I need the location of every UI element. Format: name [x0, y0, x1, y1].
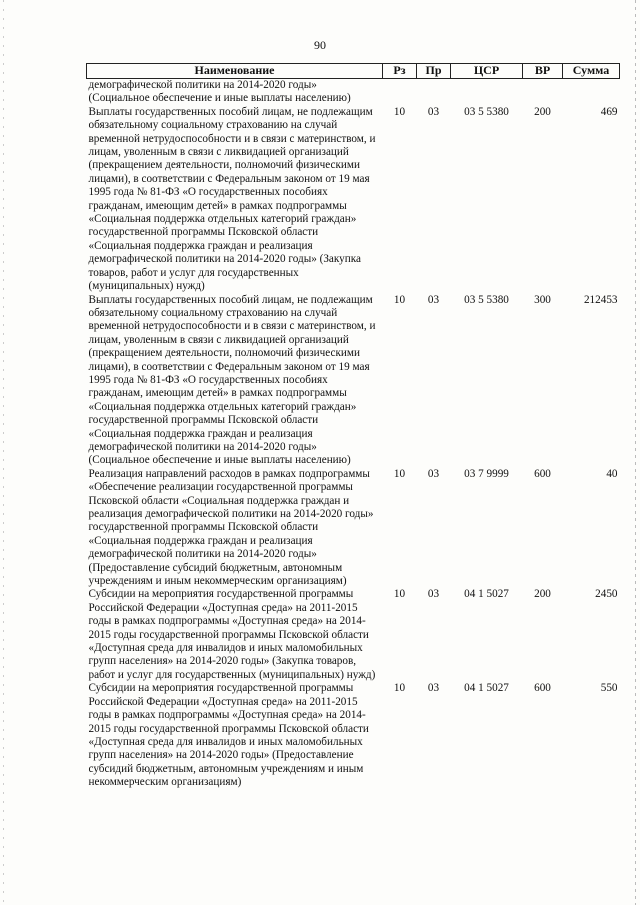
row-sum: 2450: [595, 588, 618, 601]
row-vr: 300: [534, 293, 551, 306]
table-row: [87, 588, 620, 682]
row-rz: [383, 79, 417, 106]
row-rz: 10: [393, 588, 406, 601]
row-sum: 40: [606, 467, 618, 480]
header-vr: ВР: [523, 64, 563, 79]
table-body: [87, 79, 620, 790]
row-csr: 04 1 5027: [464, 682, 509, 695]
row-sum: 469: [600, 105, 618, 118]
row-csr: 03 5 5380: [464, 293, 509, 306]
header-sum: Сумма: [563, 64, 620, 79]
row-pr: 03: [427, 467, 440, 480]
table-row: [87, 468, 620, 589]
table-row: [87, 106, 620, 294]
row-pr: 03: [427, 293, 440, 306]
row-rz: 10: [393, 467, 406, 480]
row-vr: 200: [534, 105, 551, 118]
header-rz: Рз: [383, 64, 417, 79]
row-rz: 10: [393, 682, 406, 695]
header-name: Наименование: [87, 64, 383, 79]
row-pr: 03: [427, 105, 440, 118]
row-pr: 03: [427, 588, 440, 601]
row-name: демографической политики на 2014-2020 годы» (Социальное обеспечение и иные выплаты населению): [88, 79, 351, 105]
row-name: Выплаты государственных пособий лицам, не подлежащим обязательному социальному страхованию на случай временной нетрудоспособности и в связи с материнством, и лицам, уволенным в связи с ликвидацией организаций (прекращением деятельности, полномочий физическими лицами), в соответствии с Федеральным законом от 19 мая 1995 года № 81-ФЗ «О государственных пособиях гражданам, имеющим детей» в рамках подпрограммы «Социальная поддержка отдельных категорий граждан» государственной программы Псковской области «Социальная поддержка граждан и реализация демографической политики на 2014-2020 годы» (Закупка товаров, работ и услуг для государственных (муниципальных) нужд): [88, 105, 376, 293]
scan-edge-left: [3, 0, 4, 905]
row-pr: 03: [427, 682, 440, 695]
row-vr: 600: [534, 467, 551, 480]
row-sum: 212453: [583, 293, 618, 306]
row-csr: [451, 79, 523, 106]
row-rz: 10: [393, 293, 406, 306]
row-sum: 550: [600, 682, 618, 695]
scan-edge-right: [635, 0, 636, 905]
row-csr: 03 7 9999: [464, 467, 509, 480]
page-number: 90: [314, 38, 326, 52]
row-vr: 600: [534, 682, 551, 695]
table-row: [87, 682, 620, 789]
row-name: Субсидии на мероприятия государственной программы Российской Федерации «Доступная среда» на 2011-2015 годы в рамках подпрограммы «Доступная среда» на 2014-2015 годы государственной программы Псковской области «Доступная среда для инвалидов и иных маломобильных групп населения» на 2014-2020 годы» (Предоставление субсидий бюджетным, автономным учреждениям и иным некоммерческим организациям): [88, 682, 369, 789]
table-row: [87, 294, 620, 468]
row-sum: [563, 79, 620, 106]
budget-table: [86, 63, 620, 790]
row-vr: [523, 79, 563, 106]
table-row: [87, 79, 620, 106]
row-name: Реализация направлений расходов в рамках подпрограммы «Обеспечение реализации государственной программы Псковской области «Социальная поддержка граждан и реализация демографической политики на 2014-2020 годы» государственной программы Псковской области «Социальная поддержка граждан и реализация демографической политики на 2014-2020 годы» (Предоставление субсидий бюджетным, автономным учреждениям и иным некоммерческим организациям): [88, 467, 374, 588]
row-rz: 10: [393, 105, 406, 118]
row-pr: [417, 79, 451, 106]
row-vr: 200: [534, 588, 551, 601]
row-csr: 03 5 5380: [464, 105, 509, 118]
table-header: [87, 64, 620, 79]
header-pr: Пр: [417, 64, 451, 79]
row-name: Выплаты государственных пособий лицам, не подлежащим обязательному социальному страхованию на случай временной нетрудоспособности и в связи с материнством, и лицам, уволенным в связи с ликвидацией организаций (прекращением деятельности, полномочий физическими лицами), в соответствии с Федеральным законом от 19 мая 1995 года № 81-ФЗ «О государственных пособиях гражданам, имеющим детей» в рамках подпрограммы «Социальная поддержка отдельных категорий граждан» государственной программы Псковской области «Социальная поддержка граждан и реализация демографической политики на 2014-2020 годы» (Социальное обеспечение и иные выплаты населению): [88, 293, 376, 467]
header-csr: ЦСР: [451, 64, 523, 79]
row-csr: 04 1 5027: [464, 588, 509, 601]
row-name: Субсидии на мероприятия государственной программы Российской Федерации «Доступная среда» на 2011-2015 годы в рамках подпрограммы «Доступная среда» на 2014-2015 годы государственной программы Псковской области «Доступная среда для инвалидов и иных маломобильных групп населения» на 2014-2020 годы» (Закупка товаров, работ и услуг для государственных (муниципальных) нужд): [88, 588, 376, 681]
